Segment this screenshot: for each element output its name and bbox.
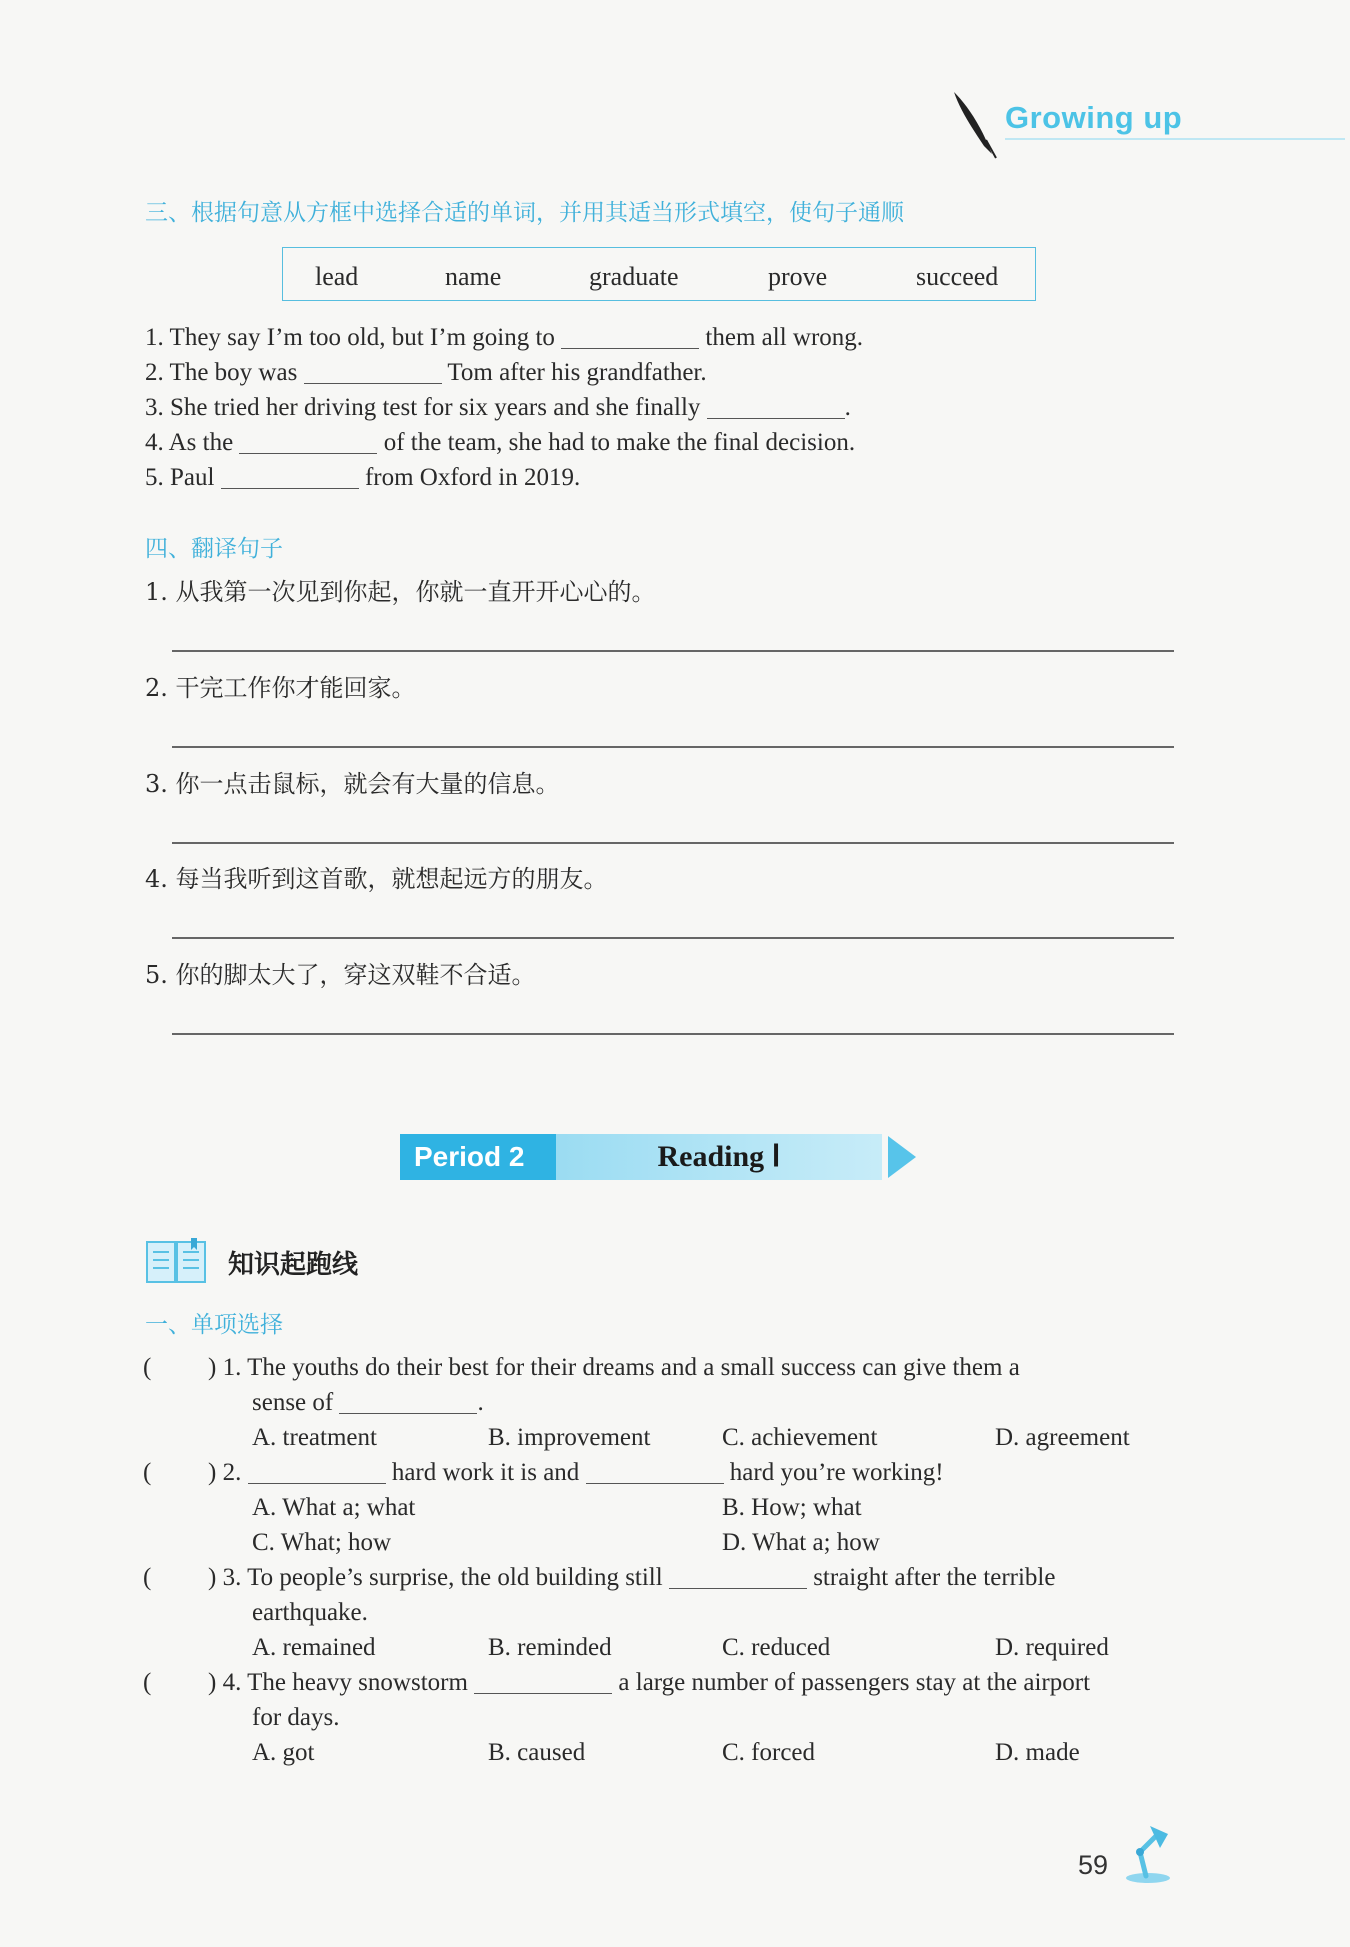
fill-sentence-3: 3. She tried her driving test for six years and she finally . [145, 394, 851, 421]
option-b: B. caused [488, 1739, 586, 1766]
answer-blank[interactable] [339, 1387, 477, 1414]
fill-sentence-2: 2. The boy was Tom after his grandfather. [145, 359, 707, 386]
arrow-right-icon [888, 1136, 916, 1178]
answer-line[interactable] [172, 746, 1174, 748]
option-d: D. agreement [995, 1424, 1130, 1451]
section3-title: 三、根据句意从方框中选择合适的单词，并用其适当形式填空，使句子通顺 [145, 200, 904, 226]
pen-icon [946, 88, 1002, 165]
translate-item-1: 1. 从我第一次见到你起，你就一直开开心心的。 [145, 578, 656, 606]
option-d: D. made [995, 1739, 1080, 1766]
q4-line1: ) 4. The heavy snowstorm a large number of passengers stay at the airport [208, 1669, 1091, 1696]
translate-item-2: 2. 干完工作你才能回家。 [145, 674, 416, 702]
answer-line[interactable] [172, 842, 1174, 844]
word-option: lead [315, 262, 359, 291]
q1-line1: ) 1. The youths do their best for their dreams and a small success can give them a [208, 1354, 1020, 1381]
answer-blank[interactable] [586, 1457, 724, 1484]
option-a: A. What a; what [252, 1494, 416, 1521]
translate-item-4: 4. 每当我听到这首歌，就想起远方的朋友。 [145, 865, 608, 893]
option-c: C. achievement [722, 1424, 878, 1451]
option-c: C. What; how [252, 1529, 392, 1556]
option-a: A. remained [252, 1634, 376, 1661]
fill-sentence-5: 5. Paul from Oxford in 2019. [145, 464, 581, 491]
answer-blank[interactable] [239, 427, 377, 454]
option-b: B. How; what [722, 1494, 862, 1521]
header-title: Growing up [1005, 100, 1183, 135]
answer-blank[interactable] [707, 392, 845, 419]
option-a: A. treatment [252, 1424, 377, 1451]
translate-item-3: 3. 你一点击鼠标，就会有大量的信息。 [145, 770, 560, 798]
answer-line[interactable] [172, 937, 1174, 939]
fill-sentence-4: 4. As the of the team, she had to make the final decision. [145, 429, 856, 456]
option-b: B. improvement [488, 1424, 651, 1451]
word-option: prove [768, 262, 828, 291]
answer-line[interactable] [172, 1033, 1174, 1035]
mc-title: 一、单项选择 [145, 1312, 283, 1338]
answer-paren[interactable]: ( [143, 1564, 152, 1591]
word-option: graduate [589, 262, 679, 291]
period-label: Period 2 [400, 1134, 556, 1180]
q3-line1: ) 3. To people’s surprise, the old building still straight after the terrible [208, 1564, 1056, 1591]
answer-blank[interactable] [669, 1562, 807, 1589]
q2-line1: ) 2. hard work it is and hard you’re working! [208, 1459, 944, 1486]
option-d: D. required [995, 1634, 1109, 1661]
section4-title: 四、翻译句子 [145, 536, 283, 562]
answer-paren[interactable]: ( [143, 1669, 152, 1696]
answer-line[interactable] [172, 650, 1174, 652]
q4-line2: for days. [252, 1704, 340, 1731]
period-title: Reading Ⅰ [556, 1134, 882, 1180]
option-b: B. reminded [488, 1634, 612, 1661]
option-d: D. What a; how [722, 1529, 880, 1556]
knowledge-title: 知识起跑线 [228, 1250, 359, 1280]
book-icon [145, 1238, 209, 1293]
answer-blank[interactable] [248, 1457, 386, 1484]
answer-paren[interactable]: ( [143, 1354, 152, 1381]
header-rule [1005, 138, 1345, 140]
answer-blank[interactable] [304, 357, 442, 384]
word-option: succeed [916, 262, 999, 291]
q3-line2: earthquake. [252, 1599, 368, 1626]
translate-item-5: 5. 你的脚太大了，穿这双鞋不合适。 [145, 961, 536, 989]
page-number: 59 [1078, 1850, 1109, 1880]
answer-blank[interactable] [561, 322, 699, 349]
lamp-icon [1118, 1822, 1174, 1889]
word-option: name [445, 262, 502, 291]
option-c: C. reduced [722, 1634, 831, 1661]
answer-paren[interactable]: ( [143, 1459, 152, 1486]
answer-blank[interactable] [474, 1667, 612, 1694]
q1-line2: sense of . [252, 1389, 484, 1416]
option-a: A. got [252, 1739, 315, 1766]
answer-blank[interactable] [221, 462, 359, 489]
option-c: C. forced [722, 1739, 816, 1766]
fill-sentence-1: 1. They say I’m too old, but I’m going to them all wrong. [145, 324, 864, 351]
